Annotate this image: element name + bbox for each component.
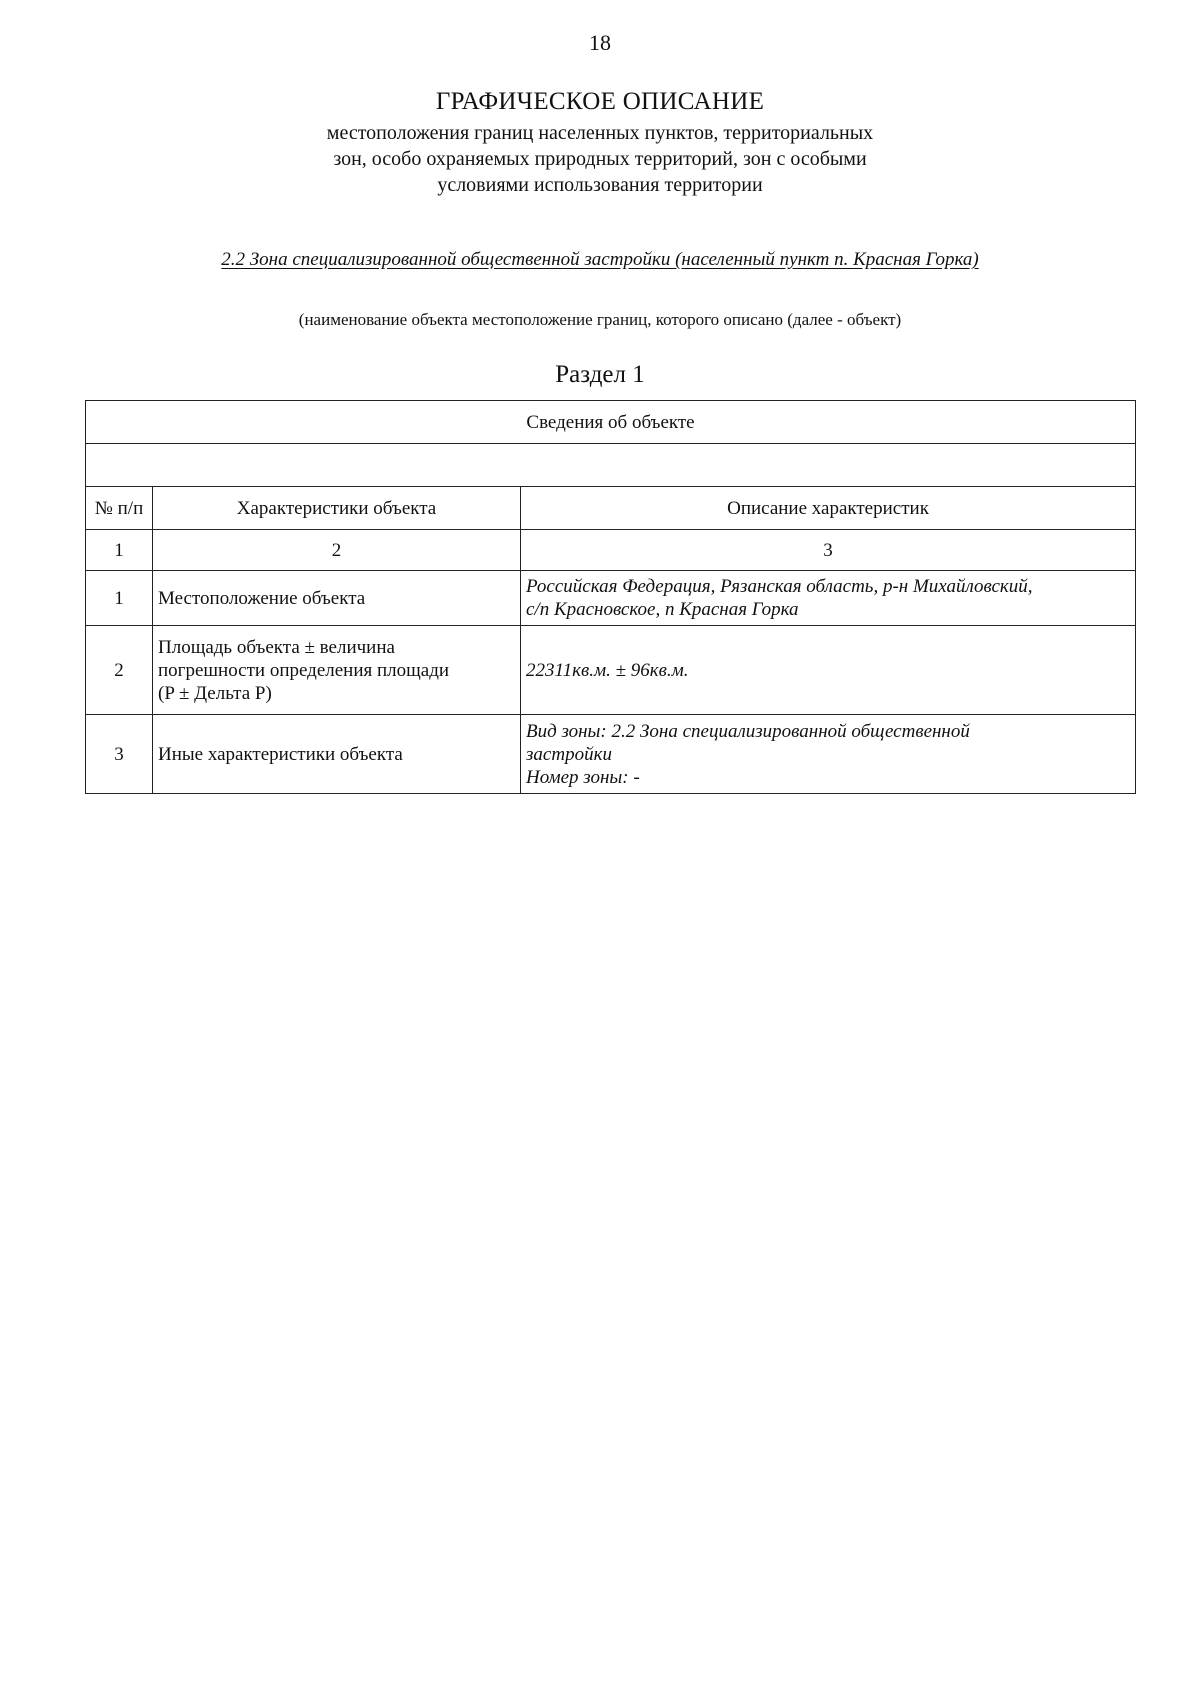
table-row <box>86 626 1136 715</box>
characteristic-line: погрешности определения площади <box>158 659 450 681</box>
section-heading: Раздел 1 <box>555 361 645 388</box>
table-empty-row <box>86 444 1136 487</box>
characteristic-line: Площадь объекта ± величина <box>158 636 395 658</box>
description-line: Номер зоны: - <box>526 766 640 788</box>
description-line: Российская Федерация, Рязанская область, р-н Михайловский, <box>526 576 1033 597</box>
description-line: с/п Красновское, п Красная Горка <box>526 599 799 620</box>
document-subtitle <box>250 120 950 198</box>
row-number: 1 <box>86 571 153 626</box>
column-number-cell: 2 <box>153 530 521 571</box>
row-description <box>521 626 1136 715</box>
characteristic-line: Местоположение объекта <box>158 587 366 609</box>
row-description <box>521 715 1136 794</box>
row-number: 3 <box>86 715 153 794</box>
header-cell-characteristic: Характеристики объекта <box>153 487 521 530</box>
table-title: Сведения об объекте <box>86 401 1136 444</box>
description-line: застройки <box>526 743 612 765</box>
table-row <box>86 571 1136 626</box>
table-empty-cell <box>86 444 1136 487</box>
row-characteristic <box>153 571 521 626</box>
object-name-text: 2.2 Зона специализированной общественной застройки (населенный пункт п. Красная Горка) <box>221 249 979 270</box>
description-line: Вид зоны: 2.2 Зона специализированной общественной <box>526 720 970 742</box>
subtitle-line: условиями использования территории <box>437 174 763 196</box>
column-number-row <box>86 530 1136 571</box>
row-description <box>521 571 1136 626</box>
page-number: 18 <box>589 30 611 55</box>
document-title: ГРАФИЧЕСКОЕ ОПИСАНИЕ <box>435 88 765 115</box>
object-caption: (наименование объекта местоположение границ, которого описано (далее - объект) <box>298 310 902 329</box>
row-number: 2 <box>86 626 153 715</box>
header-cell-description: Описание характеристик <box>521 487 1136 530</box>
column-number-cell: 1 <box>86 530 153 571</box>
characteristic-line: (P ± Дельта P) <box>158 682 272 704</box>
header-cell-num: № п/п <box>86 487 153 530</box>
object-name <box>0 249 1200 271</box>
object-info-table <box>85 400 1136 794</box>
characteristic-line: Иные характеристики объекта <box>158 743 403 765</box>
row-characteristic <box>153 626 521 715</box>
description-line: 22311кв.м. ± 96кв.м. <box>526 659 689 681</box>
subtitle-line: зон, особо охраняемых природных территорий, зон с особыми <box>333 148 867 170</box>
subtitle-line: местоположения границ населенных пунктов, территориальных <box>326 122 874 144</box>
table-header-row <box>86 487 1136 530</box>
table-row <box>86 715 1136 794</box>
row-characteristic <box>153 715 521 794</box>
column-number-cell: 3 <box>521 530 1136 571</box>
table-title-row <box>86 401 1136 444</box>
